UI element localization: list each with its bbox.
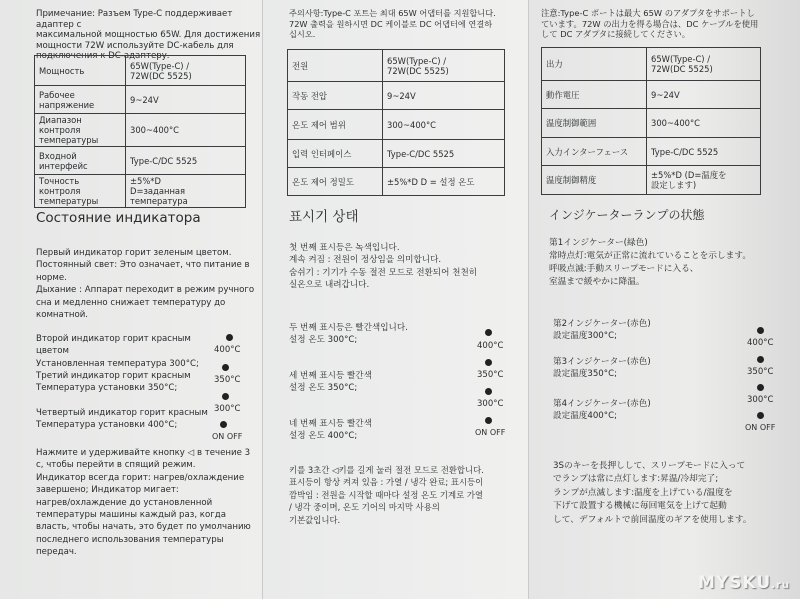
spec-value: ±5%*D D = 설정 온도 (383, 168, 505, 196)
temp-label-300: 300°C (214, 404, 241, 414)
indicator-dot-icon (757, 384, 764, 391)
indicator-1-text: Первый индикатор горит зеленым цветом. Постоянный свет: Это означает, что питание в норме. Дыхание : Аппарат переходит в режим ручного сна и медленно снижает температуру до комнатной. (36, 248, 255, 321)
spec-value: Type-C/DC 5525 (126, 147, 246, 175)
spec-value: Type-C/DC 5525 (647, 138, 761, 166)
spec-key: 온도 제어 정밀도 (288, 168, 383, 196)
spec-key: Мощность (35, 56, 126, 86)
spec-key: Диапазон контроля температуры (35, 114, 126, 147)
spec-key: 温度制御範囲 (542, 109, 647, 138)
temp-label-300: 300°C (477, 399, 504, 409)
spec-table (34, 55, 246, 208)
section-heading: Состояние индикатора (36, 210, 201, 226)
sleep-mode-text: Нажмите и удерживайте кнопку ◁ в течение 3 с, чтобы перейти в спящий режим. Индикатор всегда горит: нагрев/охлаждение завершено; Индикатор мигает: нагрев/охлаждение до установленной температуры машины каждый раз, когда власть, чтобы начать, это будет по умолчанию последнего использования температуры передач. (36, 448, 251, 558)
watermark-tld: .ru (771, 580, 790, 591)
temp-label-300: 300°C (747, 395, 774, 405)
spec-value: 65W(Type-C) / 72W(DC 5525) (647, 48, 761, 81)
temp-label-350: 350°C (477, 370, 504, 380)
indicator-dot-icon (757, 412, 764, 419)
temp-label-350: 350°C (214, 375, 241, 385)
spec-key: Точность контроля температуры (35, 175, 126, 208)
spec-key: 動作電圧 (542, 81, 647, 109)
indicator-3-text: 第3インジケーター(赤色) 設定温度350°C; (553, 357, 651, 380)
note-text: 注意:Type-C ポートは最大 65W のアダプタをサポートし ています。72W の出力を得る場合は、DC ケーブルを使用 して DC アダプタに接続してください。 (541, 8, 759, 40)
spec-key: Входной интерфейс (35, 147, 126, 175)
spec-key: 入力インターフェース (542, 138, 647, 166)
spec-value: ±5%*D (D=温度を 設定します) (647, 166, 761, 195)
temp-label-400: 400°C (214, 345, 241, 355)
watermark-text: MYSKU (697, 573, 772, 593)
spec-key: 温度制御精度 (542, 166, 647, 195)
indicator-4-text: 네 번째 표시등 빨간색 설정 온도 400°C; (289, 419, 372, 442)
spec-table (287, 49, 505, 196)
on-off-label: ON OFF (745, 423, 776, 432)
note-text: 주의사항:Type-C 포트는 최대 65W 어댑터를 지원합니다. 72W 출력을 원하시면 DC 케이블로 DC 어댑터에 연결하 십시오. (289, 8, 496, 40)
indicator-dot-icon (222, 393, 229, 400)
spec-key: 出力 (542, 48, 647, 81)
indicator-2-text: 第2インジケーター(赤色) 設定温度300°C; (553, 319, 651, 342)
manual-panel-korean (263, 0, 528, 599)
section-heading: インジケーターランプの状態 (549, 208, 705, 222)
spec-value: 65W(Type-C) / 72W(DC 5525) (383, 50, 505, 82)
indicator-4-text: 第4インジケーター(赤色) 設定温度400°C; (553, 399, 651, 422)
spec-value: 9~24V (647, 81, 761, 109)
section-heading: 표시기 상태 (289, 209, 359, 225)
spec-value: 9~24V (383, 82, 505, 110)
manual-panel-russian (0, 0, 262, 599)
indicator-dot-icon (220, 421, 227, 428)
temp-label-400: 400°C (477, 341, 504, 351)
spec-key: 전원 (288, 50, 383, 82)
sleep-mode-text: 키를 3초간 ◁키를 길게 눌러 절전 모드로 전환합니다. 표시등이 항상 켜져 있음 : 가열 / 냉각 완료; 표시등이 깜박임 : 전원을 시작할 때마다 설정 온도 기계로 가열 / 냉각 중이며, 온도 기어의 마지막 사용의 기본값입니다. (289, 465, 484, 525)
spec-value: 300~400°C (126, 114, 246, 147)
indicator-dot-icon (485, 417, 492, 424)
indicator-3-text: 세 번째 표시등 빨간색 설정 온도 350°C; (289, 371, 372, 394)
spec-key: 온도 제어 범위 (288, 110, 383, 140)
spec-key: 입력 인터페이스 (288, 140, 383, 168)
temp-label-400: 400°C (747, 338, 774, 348)
spec-value: 65W(Type-C) / 72W(DC 5525) (126, 56, 246, 86)
indicator-dot-icon (222, 364, 229, 371)
manual-panel-japanese (529, 0, 800, 599)
spec-value: 300~400°C (383, 110, 505, 140)
indicator-1-text: 第1インジケーター(緑色) 常時点灯:電気が正常に流れていることを示します。 呼吸点滅:手動スリープモードに入る、 室温まで緩やかに降温。 (549, 238, 752, 287)
spec-value: ±5%*D D=заданная температура (126, 175, 246, 208)
indicator-dot-icon (226, 334, 233, 341)
spec-key: 작동 전압 (288, 82, 383, 110)
temp-label-350: 350°C (747, 367, 774, 377)
on-off-label: ON OFF (212, 432, 243, 441)
indicator-dot-icon (485, 359, 492, 366)
indicator-1-text: 첫 번째 표시등은 녹색입니다. 계속 켜짐 : 전원이 정상임을 의미합니다. 숨쉬기 : 기기가 수동 절전 모드로 전환되어 천천히 실온으로 내려갑니다. (289, 243, 478, 291)
spec-table (541, 47, 761, 195)
indicator-4-text: Четвертый индикатор горит красным Температура установки 400°C; (36, 408, 208, 431)
indicator-2-text: 두 번째 표시등은 빨간색입니다. 설정 온도 300°C; (289, 323, 408, 346)
note-text: Примечание: Разъем Type-C поддерживает адаптер с максимальной мощностью 65W. Для достижения мощности 72W используйте DC-кабель для подключения к DC-адаптеру. (36, 9, 261, 62)
indicator-dot-icon (485, 329, 492, 336)
sleep-mode-text: 3Sのキーを長押しして、スリープモードに入って でランプは常に点灯します:昇温/冷却完了; ランプが点滅します:温度を上げている/温度を 下げて設置する機械に毎回電気を上げて起動 して、デフォルトで前回温度のギアを使用します。 (553, 461, 752, 525)
on-off-label: ON OFF (475, 428, 506, 437)
indicator-dot-icon (757, 356, 764, 363)
spec-value: 300~400°C (647, 109, 761, 138)
spec-value: 9~24V (126, 86, 246, 114)
spec-key: Рабочее напряжение (35, 86, 126, 114)
watermark-logo (698, 573, 790, 593)
indicator-dot-icon (485, 388, 492, 395)
indicator-dot-icon (757, 327, 764, 334)
indicator-2-text: Второй индикатор горит красным цветом Установленная температура 300°C; (36, 334, 199, 369)
indicator-3-text: Третий индикатор горит красным Температура установки 350°C; (36, 371, 191, 394)
spec-value: Type-C/DC 5525 (383, 140, 505, 168)
